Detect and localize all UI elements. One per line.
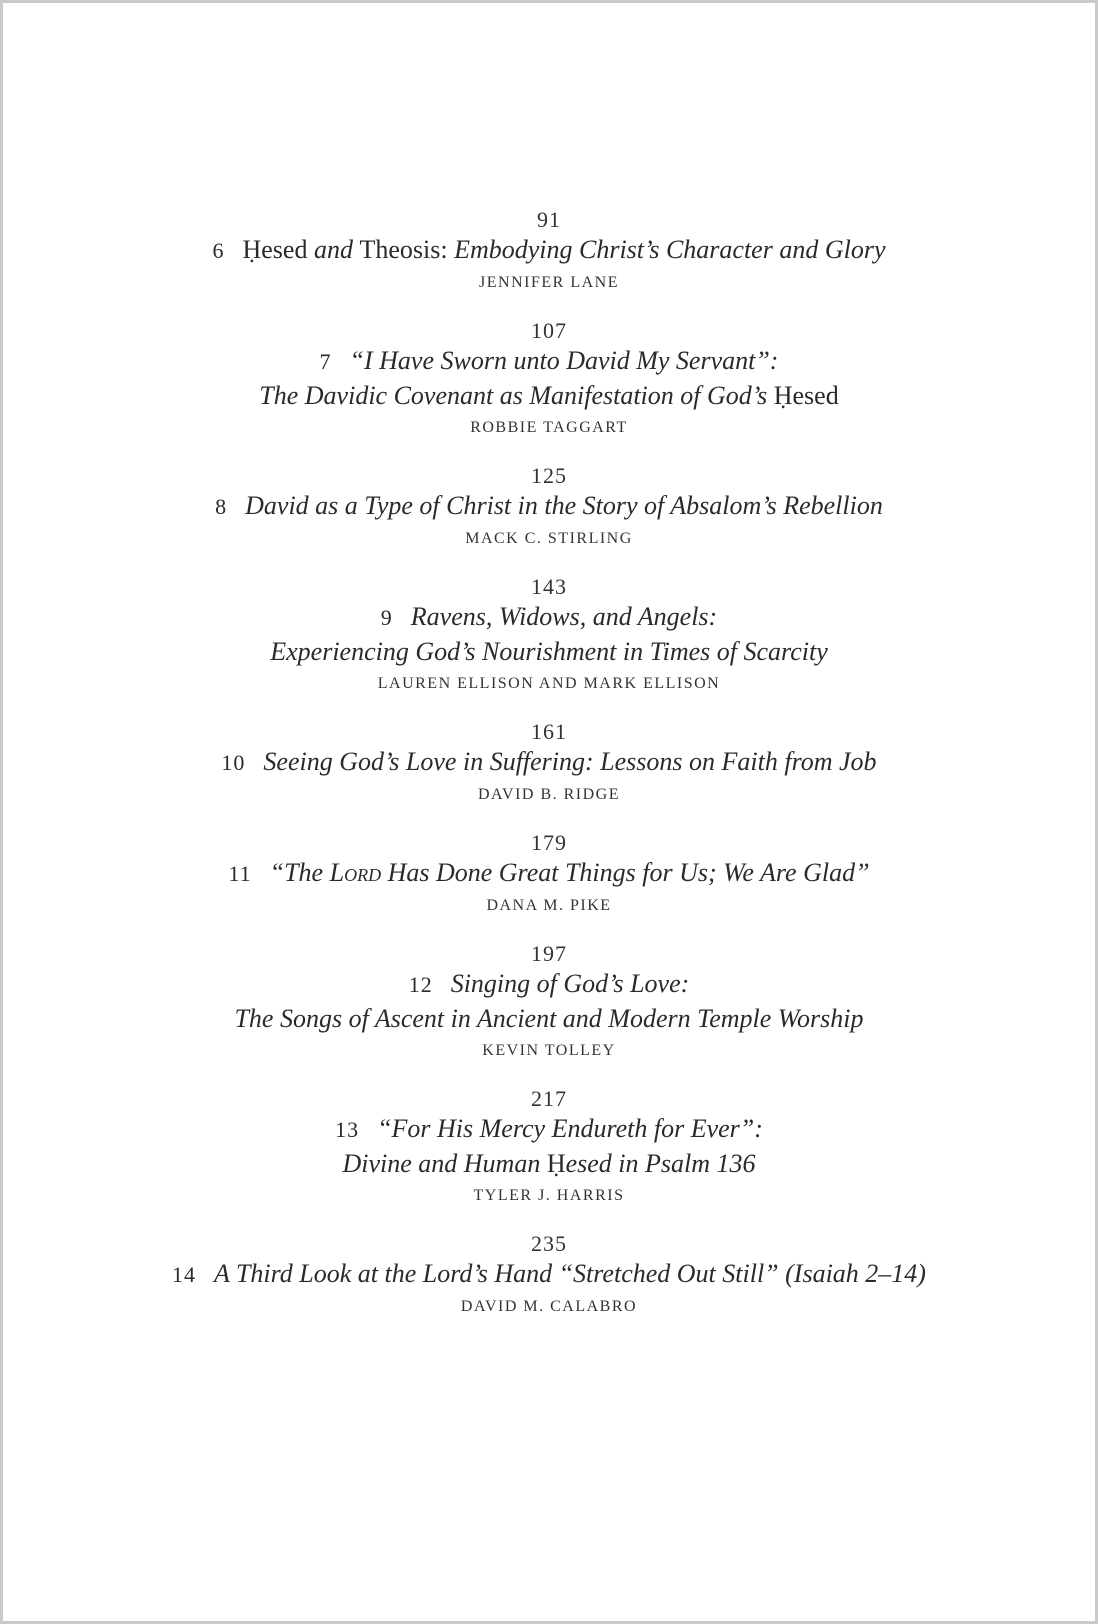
toc-entry bbox=[0, 941, 1098, 1062]
toc-entry bbox=[0, 719, 1098, 806]
chapter-title bbox=[0, 1257, 1098, 1292]
toc-entry bbox=[0, 574, 1098, 695]
chapter-number: 13 bbox=[335, 1117, 360, 1142]
subtitle-text: The Davidic Covenant as Manifestation of God’s bbox=[259, 381, 774, 410]
chapter-subtitle bbox=[0, 379, 1098, 413]
toc-entry bbox=[0, 1231, 1098, 1318]
chapter-author: MACK C. STIRLING bbox=[465, 530, 633, 547]
chapter-author: DAVID M. CALABRO bbox=[460, 1298, 638, 1315]
chapter-author: DANA M. PIKE bbox=[486, 897, 612, 914]
title-part: Ḥesed bbox=[242, 235, 314, 264]
page-number: 107 bbox=[531, 318, 567, 343]
chapter-title bbox=[0, 344, 1098, 379]
chapter-title bbox=[0, 489, 1098, 524]
toc-entry bbox=[0, 463, 1098, 550]
page-number: 179 bbox=[531, 830, 567, 855]
chapter-number: 11 bbox=[228, 861, 252, 886]
chapter-author: KEVIN TOLLEY bbox=[482, 1042, 616, 1059]
chapter-title bbox=[0, 856, 1098, 891]
title-text: Seeing God’s Love in Suffering: Lessons on Faith from Job bbox=[263, 747, 877, 776]
subtitle-text: Ḥ bbox=[546, 1149, 566, 1178]
toc-entry bbox=[0, 318, 1098, 439]
chapter-number: 7 bbox=[319, 349, 332, 374]
table-of-contents bbox=[0, 207, 1098, 1342]
title-part: Embodying Christ’s Character and Glory bbox=[454, 235, 886, 264]
chapter-author: JENNIFER LANE bbox=[479, 274, 619, 291]
subtitle-text: Divine and Human bbox=[342, 1149, 547, 1178]
chapter-number: 12 bbox=[408, 972, 433, 997]
page-number: 197 bbox=[531, 941, 567, 966]
chapter-number: 10 bbox=[221, 750, 246, 775]
subtitle-text: esed in Psalm 136 bbox=[565, 1149, 756, 1178]
chapter-number: 9 bbox=[380, 605, 393, 630]
chapter-number: 6 bbox=[212, 238, 225, 263]
chapter-title bbox=[0, 1112, 1098, 1147]
page-number: 217 bbox=[531, 1086, 567, 1111]
chapter-title bbox=[0, 600, 1098, 635]
title-text: Ravens, Widows, and Angels: bbox=[410, 602, 718, 631]
page-number: 125 bbox=[531, 463, 567, 488]
chapter-title bbox=[0, 745, 1098, 780]
toc-entry bbox=[0, 1086, 1098, 1207]
chapter-author: LAUREN ELLISON AND MARK ELLISON bbox=[377, 675, 721, 692]
chapter-title bbox=[0, 967, 1098, 1002]
chapter-subtitle: The Songs of Ascent in Ancient and Modern Temple Worship bbox=[234, 1004, 864, 1033]
chapter-author: TYLER J. HARRIS bbox=[473, 1187, 625, 1204]
title-part: and bbox=[313, 235, 360, 264]
title-text: “The bbox=[269, 858, 330, 887]
title-text: “For His Mercy Endureth for Ever”: bbox=[377, 1114, 763, 1143]
title-text: “I Have Sworn unto David My Servant”: bbox=[349, 346, 779, 375]
chapter-author: DAVID B. RIDGE bbox=[477, 786, 621, 803]
page-number: 91 bbox=[537, 207, 561, 232]
toc-entry bbox=[0, 207, 1098, 294]
page-number: 161 bbox=[531, 719, 567, 744]
page-number: 143 bbox=[531, 574, 567, 599]
title-text: Has Done Great Things for Us; We Are Glad” bbox=[381, 858, 870, 887]
chapter-author: ROBBIE TAGGART bbox=[470, 419, 628, 436]
chapter-title bbox=[0, 233, 1098, 268]
page-number: 235 bbox=[531, 1231, 567, 1256]
title-text: David as a Type of Christ in the Story of Absalom’s Rebellion bbox=[245, 491, 883, 520]
chapter-number: 8 bbox=[215, 494, 228, 519]
chapter-subtitle bbox=[0, 1147, 1098, 1181]
toc-entry bbox=[0, 830, 1098, 917]
title-text: Singing of God’s Love: bbox=[450, 969, 690, 998]
title-text: A Third Look at the Lord’s Hand “Stretched Out Still” (Isaiah 2–14) bbox=[214, 1259, 926, 1288]
chapter-number: 14 bbox=[172, 1262, 197, 1287]
subtitle-text: Ḥesed bbox=[773, 381, 839, 410]
title-text: Lord bbox=[329, 858, 382, 887]
chapter-subtitle: Experiencing God’s Nourishment in Times of Scarcity bbox=[270, 637, 828, 666]
title-part: Theosis: bbox=[359, 235, 455, 264]
